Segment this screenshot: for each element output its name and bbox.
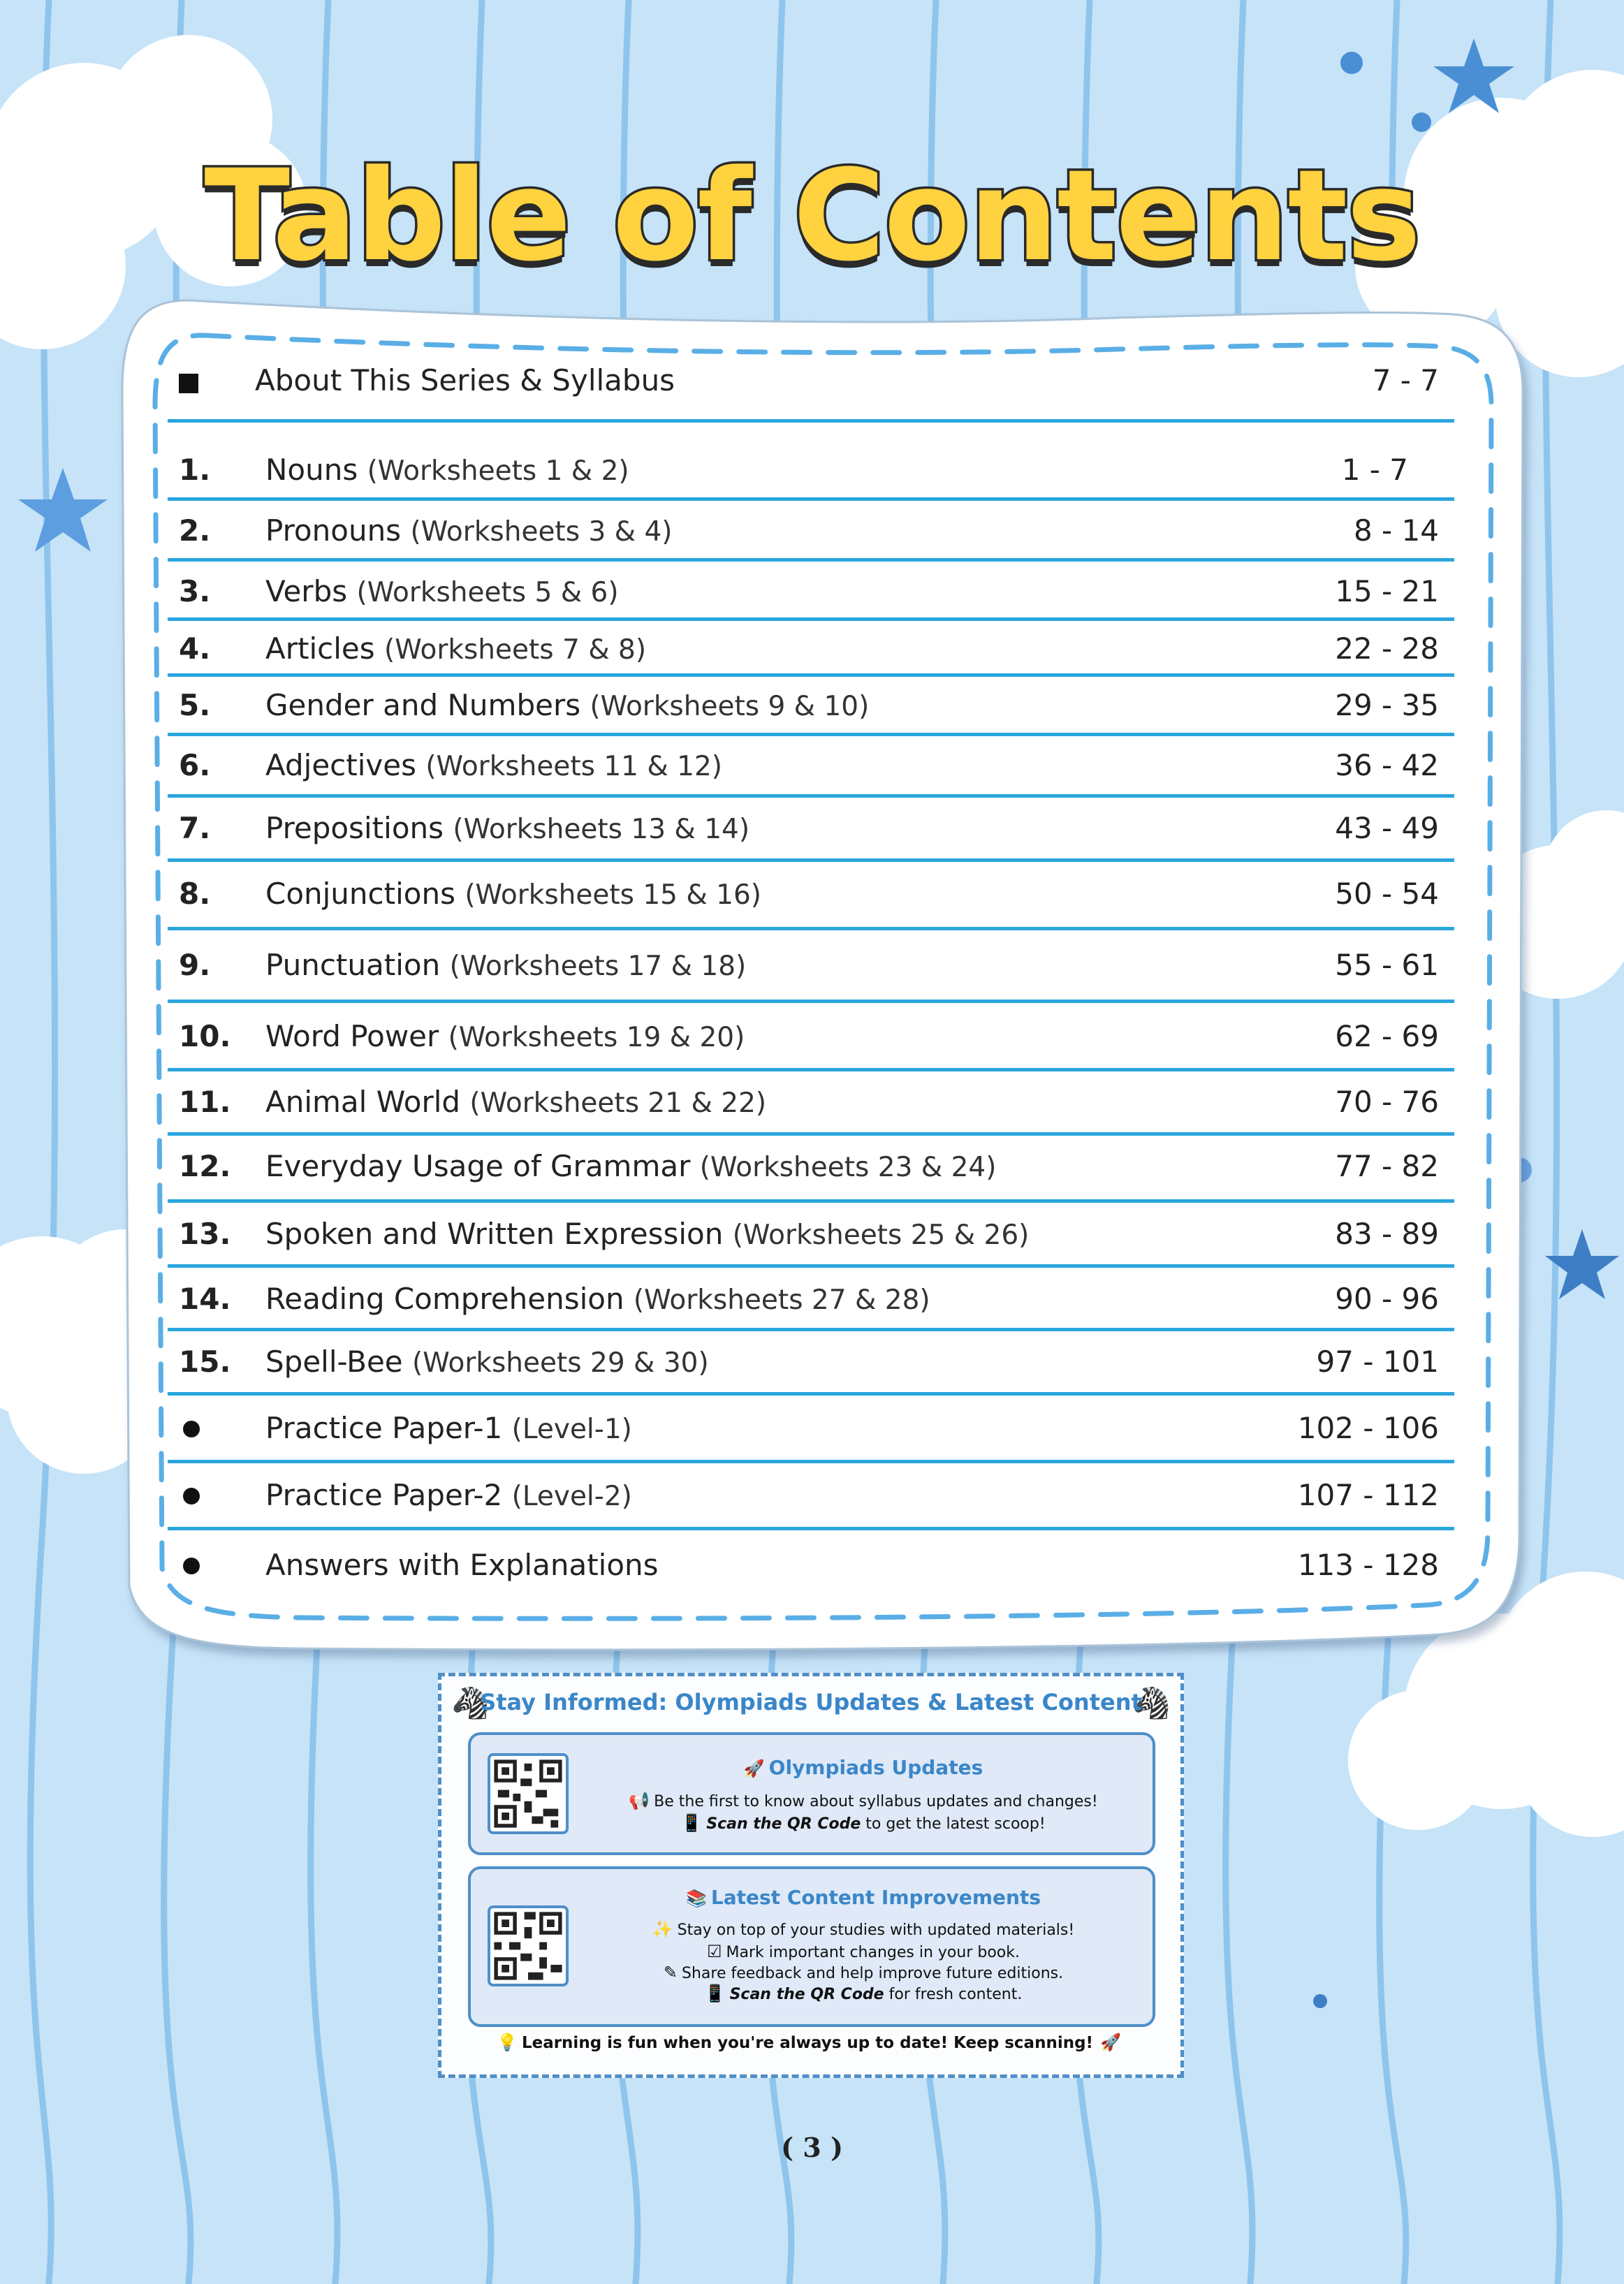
toc-entry-label xyxy=(265,748,722,782)
content-line-2 xyxy=(569,1942,1158,1961)
round-bullet-icon xyxy=(183,1488,200,1505)
toc-extra-level: (Level-1) xyxy=(511,1414,632,1445)
row-divider xyxy=(168,673,1454,677)
content-line-1-text: Stay on top of your studies with updated materials! xyxy=(677,1921,1075,1939)
toc-entry-number: 8. xyxy=(179,877,211,911)
toc-entry-pages: 62 - 69 xyxy=(1335,1019,1439,1053)
toc-entry-pages: 36 - 42 xyxy=(1335,748,1439,782)
toc-extra-label xyxy=(265,1411,632,1445)
toc-entry-topic: Prepositions xyxy=(265,811,444,845)
updates-title xyxy=(569,1756,1158,1779)
rocket-icon: 🚀 xyxy=(1100,2033,1121,2052)
row-divider xyxy=(168,1199,1454,1203)
toc-extra-label xyxy=(265,1478,632,1512)
toc-entry-number: 14. xyxy=(179,1282,231,1316)
updates-line-1-text: Be the first to know about syllabus updates and changes! xyxy=(654,1793,1098,1810)
toc-entry-pages: 29 - 35 xyxy=(1335,688,1439,722)
toc-entry-label xyxy=(265,1217,1029,1251)
toc-entry-pages: 83 - 89 xyxy=(1335,1217,1439,1251)
toc-entry-worksheets: (Worksheets 29 & 30) xyxy=(412,1347,709,1379)
toc-entry-topic: Everyday Usage of Grammar xyxy=(265,1149,691,1183)
toc-intro-pages: 7 - 7 xyxy=(1372,363,1439,397)
toc-entry-worksheets: (Worksheets 5 & 6) xyxy=(356,577,619,608)
toc-entry-label xyxy=(265,453,629,487)
toc-entry-worksheets: (Worksheets 3 & 4) xyxy=(410,516,673,548)
row-divider xyxy=(168,1392,1454,1396)
toc-entry-worksheets: (Worksheets 27 & 28) xyxy=(633,1284,930,1316)
toc-entry-number: 9. xyxy=(179,948,211,982)
toc-entry-topic: Gender and Numbers xyxy=(265,688,581,722)
checkbox-icon: ☑ xyxy=(707,1942,722,1961)
info-box xyxy=(438,1673,1184,2078)
info-footer-text: Learning is fun when you're always up to date! Keep scanning! xyxy=(521,2034,1094,2052)
toc-entry-pages: 15 - 21 xyxy=(1335,574,1439,608)
content-title-text: Latest Content Improvements xyxy=(710,1886,1041,1909)
toc-extra-label xyxy=(265,1548,659,1582)
toc-entry-label xyxy=(265,1282,930,1316)
content-line-4 xyxy=(569,1984,1158,2003)
toc-entry-label xyxy=(265,631,646,666)
toc-entry-number: 2. xyxy=(179,513,211,548)
updates-line-2-text: to get the latest scoop! xyxy=(865,1815,1046,1833)
toc-entry-topic: Articles xyxy=(265,631,375,666)
updates-title-text: Olympiads Updates xyxy=(768,1756,983,1779)
row-divider xyxy=(168,497,1454,501)
toc-entry-worksheets: (Worksheets 25 & 26) xyxy=(732,1220,1030,1251)
toc-entry-worksheets: (Worksheets 11 & 12) xyxy=(425,751,723,782)
row-divider xyxy=(168,858,1454,862)
zebra-icon: 🦓 xyxy=(451,1686,490,1720)
toc-entry-worksheets: (Worksheets 1 & 2) xyxy=(367,455,629,487)
toc-entry-pages: 22 - 28 xyxy=(1335,631,1439,666)
toc-entry-topic: Nouns xyxy=(265,453,358,487)
content-title xyxy=(569,1886,1158,1909)
toc-entry-number: 15. xyxy=(179,1345,231,1379)
row-divider xyxy=(168,617,1454,621)
toc-entry-number: 5. xyxy=(179,688,211,722)
toc-entry-label xyxy=(265,1345,709,1379)
content-line-3 xyxy=(569,1963,1158,1982)
scan-qr-text: Scan the QR Code xyxy=(706,1815,861,1833)
toc-entry-number: 11. xyxy=(179,1085,231,1119)
content-line-1 xyxy=(569,1919,1158,1939)
square-bullet-icon xyxy=(179,374,198,393)
content-panel xyxy=(468,1866,1155,2027)
toc-entry-label xyxy=(265,574,619,608)
toc-entry-topic: Verbs xyxy=(265,574,348,608)
updates-line-1 xyxy=(569,1791,1158,1810)
round-bullet-icon xyxy=(183,1558,200,1574)
megaphone-icon: 📢 xyxy=(629,1791,650,1810)
toc-entry-label xyxy=(265,688,869,722)
toc-entry-number: 4. xyxy=(179,631,211,666)
toc-entry-label xyxy=(265,811,749,845)
content-line-2-text: Mark important changes in your book. xyxy=(726,1944,1020,1961)
toc-entry-label xyxy=(265,948,746,982)
info-heading: Stay Informed: Olympiads Updates & Latest Content xyxy=(480,1689,1142,1715)
toc-entry-topic: Punctuation xyxy=(265,948,441,982)
qr-code-icon[interactable] xyxy=(488,1753,569,1834)
row-divider xyxy=(168,419,1454,423)
toc-entry-number: 7. xyxy=(179,811,211,845)
row-divider xyxy=(168,1460,1454,1463)
row-divider xyxy=(168,1328,1454,1331)
toc-extra-pages: 113 - 128 xyxy=(1297,1548,1439,1582)
row-divider xyxy=(168,558,1454,562)
page-number: ( 3 ) xyxy=(781,2132,843,2163)
toc-entry-worksheets: (Worksheets 17 & 18) xyxy=(449,951,747,982)
toc-entry-label xyxy=(265,1019,745,1053)
toc-extra-level: (Level-2) xyxy=(511,1481,632,1512)
toc-entry-pages: 70 - 76 xyxy=(1335,1085,1439,1119)
toc-entry-topic: Reading Comprehension xyxy=(265,1282,624,1316)
toc-extra-topic: Practice Paper-2 xyxy=(265,1478,503,1512)
page-title: Table of Contents xyxy=(204,143,1420,289)
zebra-icon: 🦓 xyxy=(1132,1686,1171,1720)
toc-entry-worksheets: (Worksheets 13 & 14) xyxy=(453,814,750,845)
toc-entry-pages: 55 - 61 xyxy=(1335,948,1439,982)
toc-entry-topic: Animal World xyxy=(265,1085,461,1119)
books-icon: 📚 xyxy=(685,1889,707,1908)
toc-entry-pages: 1 - 7 xyxy=(1341,453,1408,487)
toc-entry-label xyxy=(265,877,761,911)
toc-entry-topic: Word Power xyxy=(265,1019,439,1053)
phone-icon: 📱 xyxy=(704,1984,726,2003)
phone-icon: 📱 xyxy=(681,1813,703,1833)
toc-entry-number: 3. xyxy=(179,574,211,608)
row-divider xyxy=(168,1132,1454,1136)
row-divider xyxy=(168,794,1454,798)
toc-entry-number: 1. xyxy=(179,453,211,487)
toc-entry-worksheets: (Worksheets 19 & 20) xyxy=(448,1022,745,1053)
toc-entry-worksheets: (Worksheets 23 & 24) xyxy=(699,1152,997,1183)
row-divider xyxy=(168,927,1454,930)
toc-entry-worksheets: (Worksheets 21 & 22) xyxy=(469,1088,767,1119)
toc-extra-pages: 107 - 112 xyxy=(1297,1478,1439,1512)
row-divider xyxy=(168,1264,1454,1268)
round-bullet-icon xyxy=(183,1421,200,1437)
toc-entry-worksheets: (Worksheets 7 & 8) xyxy=(383,634,647,666)
toc-entry-label xyxy=(265,1149,996,1183)
toc-entry-label xyxy=(265,513,673,548)
toc-entry-worksheets: (Worksheets 9 & 10) xyxy=(590,691,870,722)
toc-entry-topic: Spell-Bee xyxy=(265,1345,403,1379)
toc-entry-number: 10. xyxy=(179,1019,231,1053)
toc-entry-pages: 50 - 54 xyxy=(1335,877,1439,911)
row-divider xyxy=(168,1068,1454,1071)
updates-panel xyxy=(468,1732,1155,1855)
toc-extra-topic: Practice Paper-1 xyxy=(265,1411,503,1445)
toc-intro-label: About This Series & Syllabus xyxy=(255,363,675,397)
toc-entry-worksheets: (Worksheets 15 & 16) xyxy=(464,879,762,911)
toc-entry-number: 12. xyxy=(179,1149,231,1183)
toc-entry-pages: 77 - 82 xyxy=(1335,1149,1439,1183)
toc-entry-topic: Spoken and Written Expression xyxy=(265,1217,724,1251)
toc-entry-pages: 43 - 49 xyxy=(1335,811,1439,845)
row-divider xyxy=(168,1000,1454,1003)
toc-entry-label xyxy=(265,1085,766,1119)
content-line-4-text: for fresh content. xyxy=(888,1986,1023,2003)
qr-code-icon[interactable] xyxy=(488,1905,569,1986)
scan-qr-text: Scan the QR Code xyxy=(729,1986,884,2003)
toc-entry-topic: Conjunctions xyxy=(265,877,455,911)
toc-entry-number: 6. xyxy=(179,748,211,782)
rocket-icon: 🚀 xyxy=(743,1759,765,1778)
row-divider xyxy=(168,733,1454,736)
toc-entry-topic: Adjectives xyxy=(265,748,416,782)
toc-extra-pages: 102 - 106 xyxy=(1297,1411,1439,1445)
toc-entry-pages: 90 - 96 xyxy=(1335,1282,1439,1316)
updates-line-2 xyxy=(569,1813,1158,1833)
info-footer xyxy=(441,2033,1180,2052)
pencil-icon: ✎ xyxy=(663,1963,678,1982)
toc-extra-topic: Answers with Explanations xyxy=(265,1548,659,1582)
row-divider xyxy=(168,1527,1454,1530)
sparkle-icon: ✨ xyxy=(652,1919,673,1939)
lightbulb-icon: 💡 xyxy=(497,2033,518,2052)
toc-entry-pages: 8 - 14 xyxy=(1353,513,1439,548)
toc-entry-number: 13. xyxy=(179,1217,231,1251)
toc-entry-pages: 97 - 101 xyxy=(1316,1345,1439,1379)
content-line-3-text: Share feedback and help improve future editions. xyxy=(682,1965,1064,1982)
toc-entry-topic: Pronouns xyxy=(265,513,402,548)
